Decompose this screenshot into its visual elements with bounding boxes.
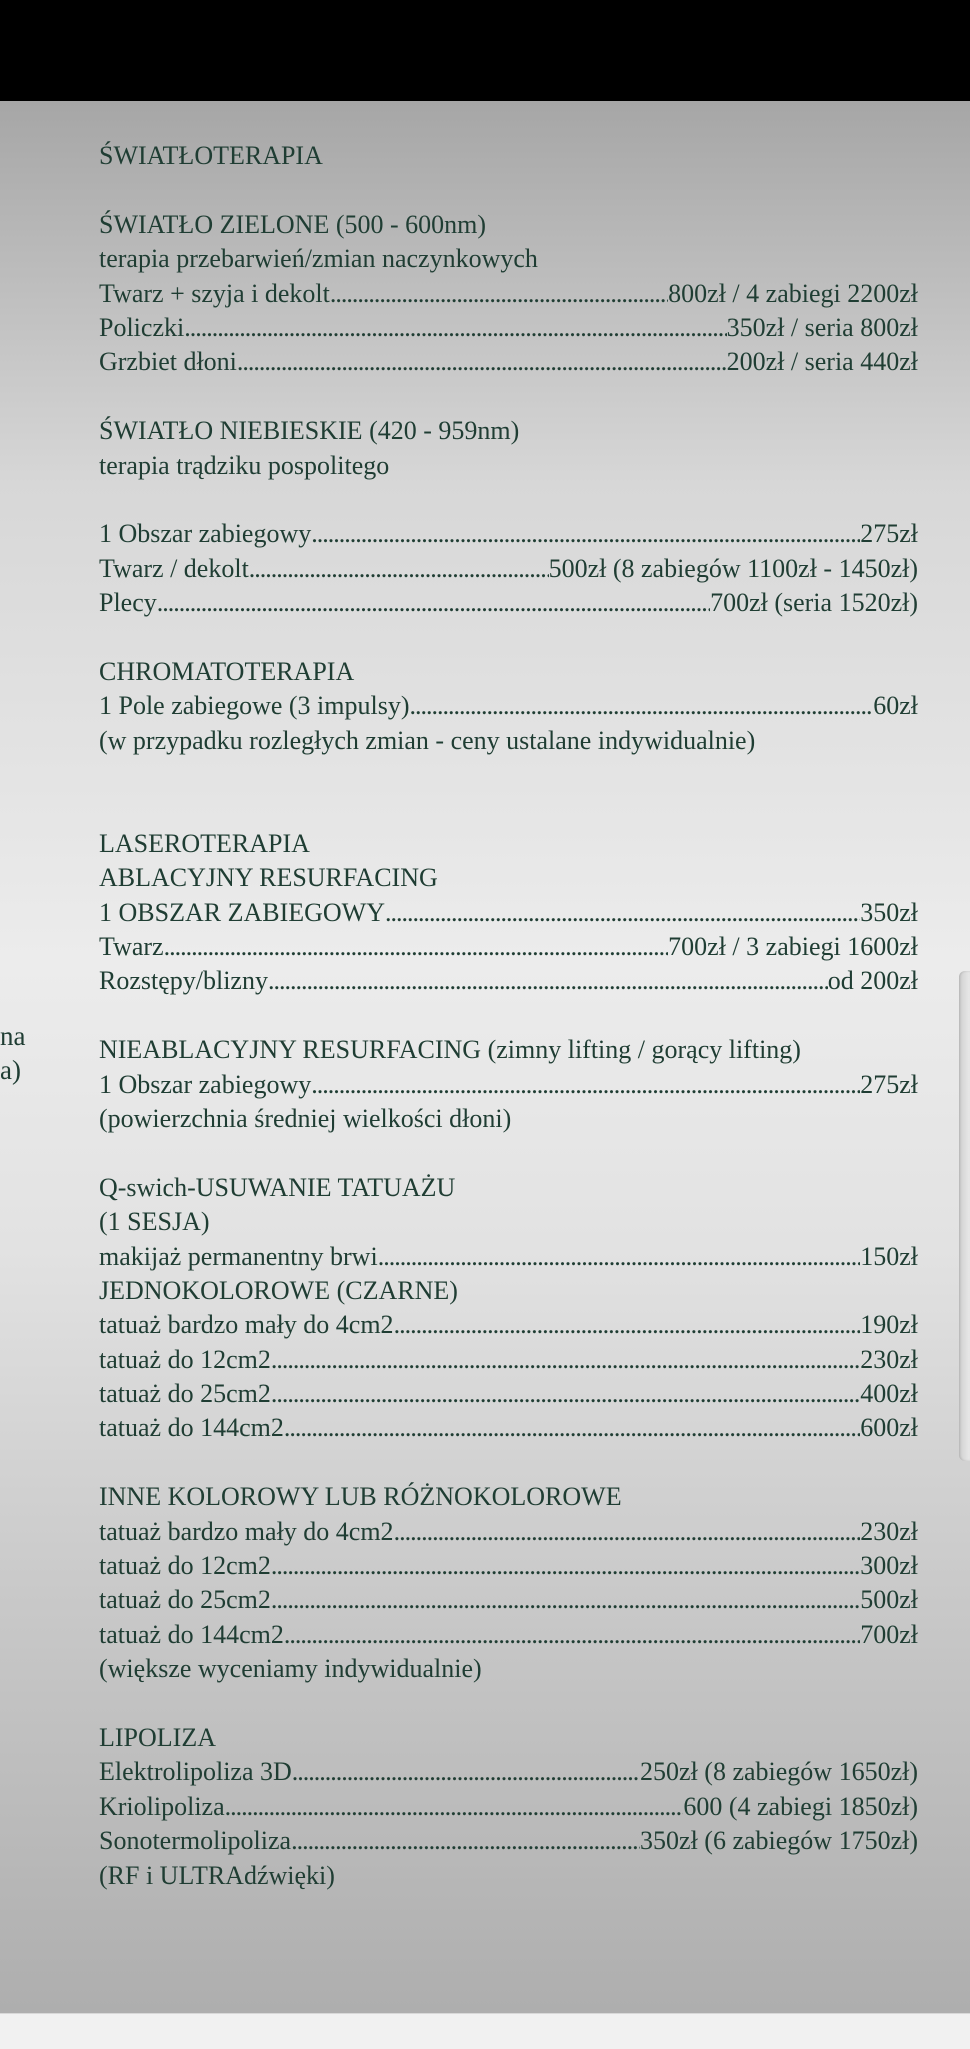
scrollbar-handle[interactable] <box>959 971 970 1461</box>
service-label: 1 Pole zabiegowe (3 impulsy) <box>99 691 410 721</box>
text-line: LIPOLIZA <box>99 1722 216 1752</box>
spacer <box>99 483 919 517</box>
text-line: ŚWIATŁO NIEBIESKIE (420 - 959nm) <box>99 416 520 446</box>
service-label: 1 OBSZAR ZABIEGOWY <box>99 897 385 927</box>
service-label: tatuaż do 25cm2 <box>99 1379 271 1409</box>
text-line: terapia trądziku pospolitego <box>99 450 390 480</box>
dot-leader <box>330 277 668 311</box>
price-row <box>99 586 918 620</box>
spacer <box>99 1687 919 1721</box>
text-line: (większe wyceniamy indywidualnie) <box>99 1654 482 1684</box>
price-row <box>99 1755 918 1789</box>
spacer <box>99 620 919 654</box>
service-price: 60zł <box>873 691 918 721</box>
dot-leader <box>291 1824 640 1858</box>
price-row <box>99 311 918 345</box>
service-price: 350zł / seria 800zł <box>726 312 918 342</box>
section-swiatloterapia <box>99 139 919 827</box>
spacer <box>99 758 919 827</box>
price-row <box>99 1068 918 1102</box>
price-row <box>99 1515 918 1549</box>
spacer <box>99 1446 919 1480</box>
service-price: od 200zł <box>827 966 918 996</box>
spacer <box>99 380 919 414</box>
price-row <box>99 277 918 311</box>
section-laseroterapia <box>99 827 919 1721</box>
service-price: 300zł <box>860 1551 918 1581</box>
service-label: 1 Obszar zabiegowy <box>99 1069 312 1099</box>
text-line: ŚWIATŁOTERAPIA <box>99 141 323 170</box>
service-price: 350zł (6 zabiegów 1750zł) <box>640 1826 918 1856</box>
service-label: Elektrolipoliza 3D <box>99 1757 292 1787</box>
service-price: 400zł <box>860 1379 918 1409</box>
price-list-content <box>99 139 919 1893</box>
service-label: tatuaż do 12cm2 <box>99 1551 271 1581</box>
service-price: 600zł <box>860 1413 918 1443</box>
price-row <box>99 1583 918 1617</box>
service-label: tatuaż bardzo mały do 4cm2 <box>99 1310 394 1340</box>
dot-leader <box>394 1308 861 1342</box>
price-row <box>99 552 918 586</box>
price-row <box>99 1343 918 1377</box>
dot-leader <box>271 1377 860 1411</box>
text-line: (1 SESJA) <box>99 1207 210 1237</box>
price-row <box>99 964 918 998</box>
service-price: 190zł <box>860 1310 918 1340</box>
service-price: 250zł (8 zabiegów 1650zł) <box>640 1757 918 1787</box>
dot-leader <box>249 552 549 586</box>
service-label: tatuaż do 144cm2 <box>99 1413 284 1443</box>
dot-leader <box>378 1240 861 1274</box>
dot-leader <box>311 1068 860 1102</box>
service-price: 700zł / 3 zabiegi 1600zł <box>668 932 918 961</box>
dot-leader <box>311 517 860 551</box>
service-label: tatuaż bardzo mały do 4cm2 <box>99 1516 394 1546</box>
service-price: 200zł / seria 440zł <box>726 347 918 377</box>
dot-leader <box>385 896 860 930</box>
price-row <box>99 1240 918 1274</box>
service-label: Twarz + szyja i dekolt <box>99 278 330 308</box>
service-label: Rozstępy/blizny <box>99 966 268 996</box>
service-price: 800zł / 4 zabiegi 2200zł <box>668 278 918 308</box>
service-label: makijaż permanentny brwi <box>99 1241 378 1271</box>
side-fragment-line: na <box>0 1021 26 1051</box>
price-row <box>99 1790 918 1824</box>
text-line: NIEABLACYJNY RESURFACING (zimny lifting / gorący lifting) <box>99 1035 801 1065</box>
price-row <box>99 1377 918 1411</box>
text-line: ABLACYJNY RESURFACING <box>99 863 438 893</box>
text-line: (RF i ULTRAdźwięki) <box>99 1860 335 1890</box>
text-line: terapia przebarwień/zmian naczynkowych <box>99 244 538 274</box>
service-price: 500zł <box>860 1585 918 1615</box>
service-label: tatuaż do 12cm2 <box>99 1344 271 1374</box>
spacer <box>99 1136 919 1170</box>
text-line: Q-swich-USUWANIE TATUAŻU <box>99 1172 456 1202</box>
text-line: LASEROTERAPIA <box>99 828 310 858</box>
service-label: Kriolipoliza <box>99 1791 225 1821</box>
service-price: 230zł <box>860 1344 918 1374</box>
dot-leader <box>157 586 710 620</box>
price-list-document <box>0 101 970 2013</box>
dot-leader <box>164 930 669 964</box>
service-price: 700zł (seria 1520zł) <box>710 588 918 618</box>
price-row <box>99 930 918 964</box>
service-label: Twarz <box>99 932 164 961</box>
service-price: 350zł <box>860 897 918 927</box>
dot-leader <box>237 345 727 379</box>
price-row <box>99 689 918 723</box>
text-line: JEDNOKOLOROWE (CZARNE) <box>99 1275 458 1305</box>
service-label: Sonotermolipoliza <box>99 1826 292 1856</box>
service-label: 1 Obszar zabiegowy <box>99 519 312 549</box>
price-row <box>99 1549 918 1583</box>
bottom-bar <box>0 2013 970 2049</box>
dot-leader <box>225 1790 684 1824</box>
dot-leader <box>271 1343 860 1377</box>
service-price: 230zł <box>860 1516 918 1546</box>
dot-leader <box>271 1583 860 1617</box>
service-price: 500zł (8 zabiegów 1100zł - 1450zł) <box>548 553 918 583</box>
spacer <box>99 173 919 207</box>
service-price: 600 (4 zabiegi 1850zł) <box>683 1791 918 1821</box>
text-line: (w przypadku rozległych zmian - ceny ustalane indywidualnie) <box>99 725 756 755</box>
side-text-fragment <box>0 1019 25 1087</box>
top-black-bar <box>0 0 970 101</box>
price-row <box>99 1411 918 1445</box>
service-price: 700zł <box>860 1619 918 1649</box>
service-price: 275zł <box>860 519 918 549</box>
section-lipoliza <box>99 1721 919 1893</box>
price-row <box>99 1824 918 1858</box>
text-line: (powierzchnia średniej wielkości dłoni) <box>99 1103 512 1133</box>
dot-leader <box>284 1618 860 1652</box>
dot-leader <box>394 1515 861 1549</box>
service-label: tatuaż do 25cm2 <box>99 1585 271 1615</box>
price-row <box>99 1618 918 1652</box>
price-row <box>99 345 918 379</box>
service-price: 275zł <box>860 1069 918 1099</box>
dot-leader <box>271 1549 860 1583</box>
service-price: 150zł <box>860 1241 918 1271</box>
price-row <box>99 896 918 930</box>
dot-leader <box>284 1411 860 1445</box>
text-line: INNE KOLOROWY LUB RÓŻNOKOLOROWE <box>99 1482 622 1512</box>
service-label: Twarz / dekolt <box>99 553 249 583</box>
dot-leader <box>410 689 874 723</box>
dot-leader <box>268 964 828 998</box>
side-fragment-line: a) <box>0 1055 21 1085</box>
dot-leader <box>292 1755 640 1789</box>
service-label: tatuaż do 144cm2 <box>99 1619 284 1649</box>
price-row <box>99 1308 918 1342</box>
service-label: Grzbiet dłoni <box>99 347 237 377</box>
service-label: Plecy <box>99 588 157 618</box>
service-label: Policzki <box>99 312 185 342</box>
dot-leader <box>184 311 726 345</box>
text-line: CHROMATOTERAPIA <box>99 656 355 686</box>
text-line: ŚWIATŁO ZIELONE (500 - 600nm) <box>99 209 487 239</box>
spacer <box>99 999 919 1033</box>
price-row <box>99 517 918 551</box>
